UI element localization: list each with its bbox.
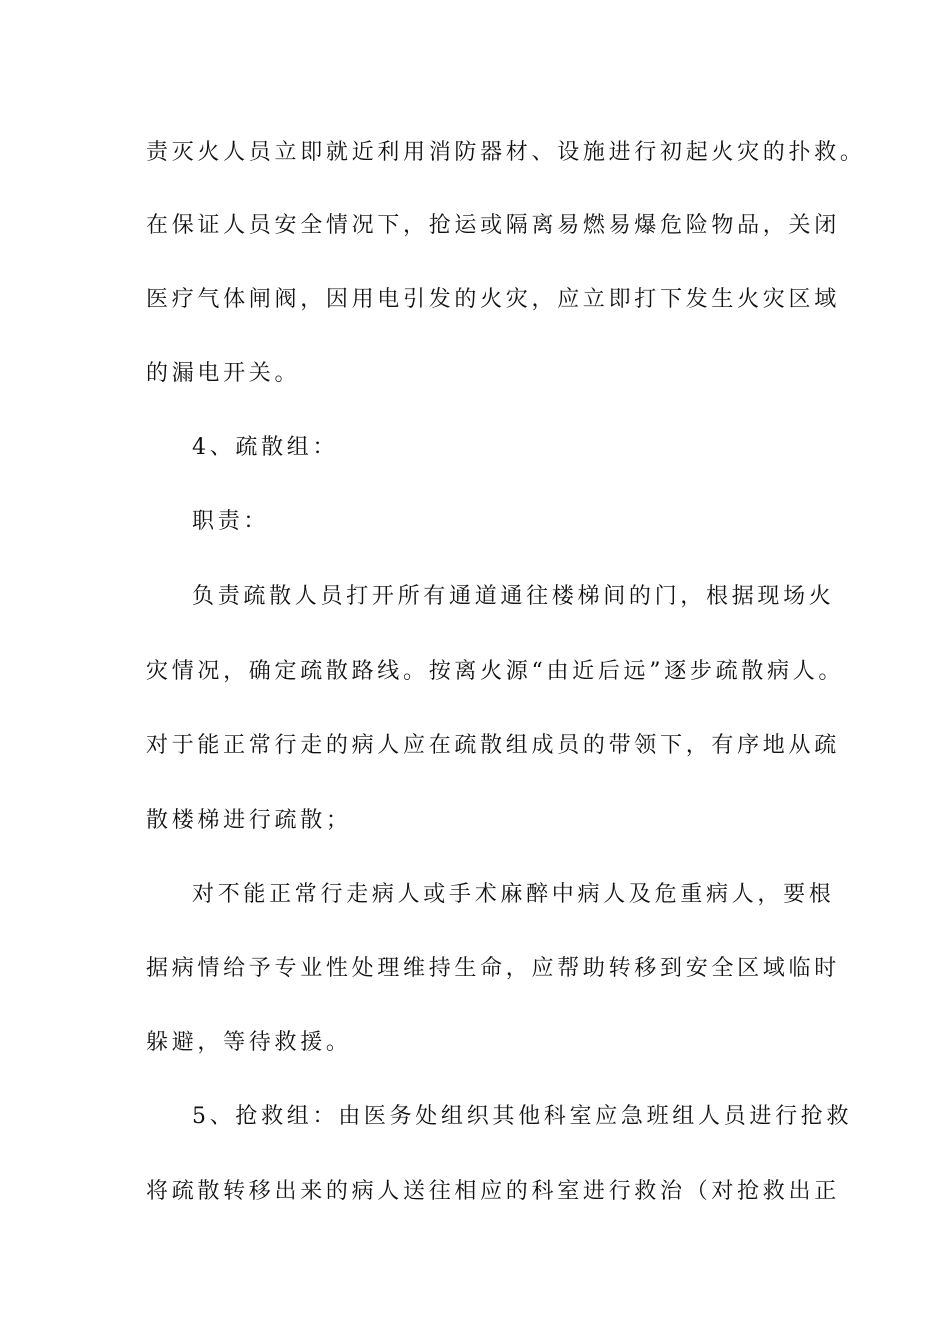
text-line-1: 责灭火人员立即就近利用消防器材、设施进行初起火灾的扑救。: [146, 140, 866, 165]
text-line-11: 对不能正常行走病人或手术麻醉中病人及危重病人，要根: [192, 882, 835, 907]
text-line-9: 对于能正常行走的病人应在疏散组成员的带领下，有序地从疏: [146, 733, 840, 758]
section-heading-rescue: 5、抢救组：由医务处组织其他科室应急班组人员进行抢救: [192, 1104, 853, 1129]
duties-label: 职责：: [192, 509, 270, 534]
text-line-3: 医疗气体闸阀，因用电引发的火灾，应立即打下发生火灾区域: [146, 287, 840, 312]
text-line-12: 据病情给予专业性处理维持生命，应帮助转移到安全区域临时: [146, 956, 840, 981]
text-line-10: 散楼梯进行疏散；: [146, 808, 352, 833]
text-line-4: 的漏电开关。: [146, 361, 301, 386]
text-line-15: 将疏散转移出来的病人送往相应的科室进行救治（对抢救出正: [146, 1179, 840, 1204]
section-heading-evacuation: 4、疏散组：: [192, 435, 339, 460]
text-line-7: 负责疏散人员打开所有通道通往楼梯间的门，根据现场火: [192, 584, 835, 609]
text-line-8: 灾情况，确定疏散路线。按离火源“由近后远”逐步疏散病人。: [146, 659, 845, 684]
text-line-2: 在保证人员安全情况下，抢运或隔离易燃易爆危险物品，关闭: [146, 213, 840, 238]
text-line-13: 躲避，等待救援。: [146, 1030, 352, 1055]
